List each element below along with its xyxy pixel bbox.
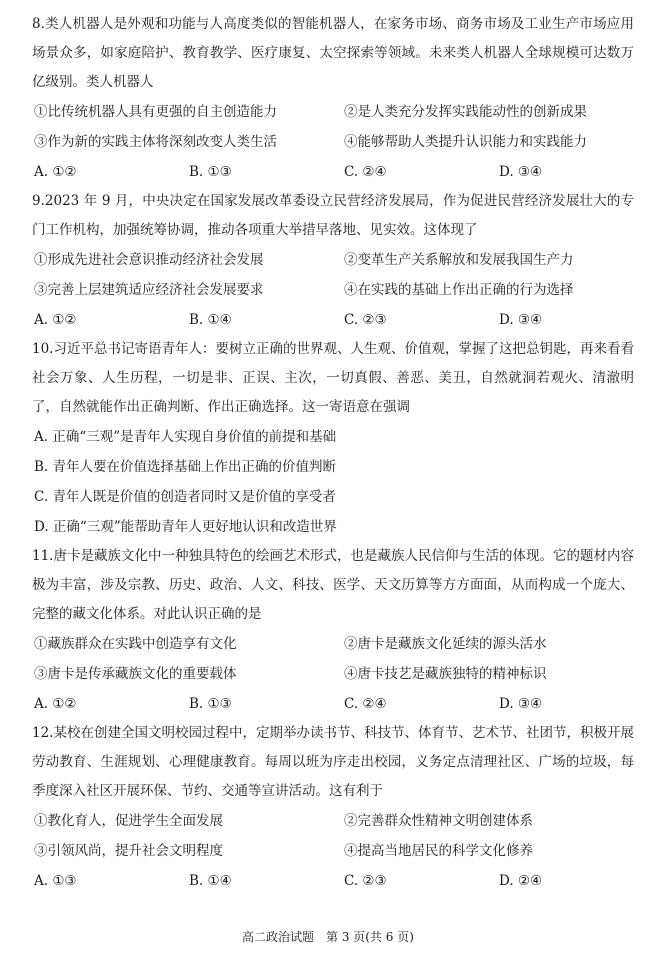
answer-choices: [32, 866, 634, 896]
page-number: 第 3 页(共 6 页): [326, 930, 414, 944]
statement-3: ③唐卡是传承藏族文化的重要载体: [34, 666, 237, 682]
statement-1: ①形成先进社会意识推动经济社会发展: [34, 252, 264, 268]
question-stem: [32, 10, 634, 97]
answer-a: A. ①②: [34, 164, 77, 180]
statement-2: ②变革生产关系解放和发展我国生产力: [344, 252, 574, 268]
answer-b: B. ①④: [189, 873, 232, 889]
answer-c: C. ②④: [344, 696, 387, 712]
question-number: 8.: [32, 16, 45, 32]
answer-choices: [32, 305, 634, 335]
statement-options: [32, 629, 634, 689]
choice-b: B. 青年人要在价值选择基础上作出正确的价值判断: [34, 459, 337, 475]
answer-c: C. ②③: [344, 312, 387, 328]
answer-a: A. ①③: [34, 873, 77, 889]
question-text: 唐卡是藏族文化中一种独具特色的绘画艺术形式，也是藏族人民信仰与生活的体现。它的题材内容极为丰富，涉及宗教、历史、政治、人文、科技、医学、天文历算等方方面面，从而构成一个庞大、完整的藏文化体系。对此认识正确的是: [32, 548, 634, 622]
answer-c: C. ②③: [344, 873, 387, 889]
answer-b: B. ①③: [189, 164, 232, 180]
page-footer: [0, 928, 656, 945]
choice-d: D. 正确“三观”能帮助青年人更好地认识和改造世界: [34, 519, 337, 535]
question-9: [32, 187, 634, 335]
statement-2: ②唐卡是藏族文化延续的源头活水: [344, 636, 547, 652]
choice-a: A. 正确“三观”是青年人实现自身价值的前提和基础: [34, 429, 337, 445]
question-text: 2023 年 9 月，中央决定在国家发展改革委设立民营经济发展局，作为促进民营经济发展壮大的专门工作机构，加强统筹协调，推动各项重大举措早落地、见实效。这体现了: [32, 193, 634, 238]
question-stem: [32, 719, 634, 806]
answer-choices: [32, 157, 634, 187]
answer-d: D. ③④: [499, 696, 543, 712]
question-stem: [32, 187, 634, 245]
question-number: 9.: [32, 193, 45, 209]
question-stem: [32, 335, 634, 422]
question-text: 类人机器人是外观和功能与人高度类似的智能机器人，在家务市场、商务市场及工业生产市场应用场景众多，如家庭陪护、教育教学、医疗康复、太空探索等领域。未来类人机器人全球规模可达数万亿级别。类人机器人: [32, 16, 634, 90]
statement-1: ①比传统机器人具有更强的自主创造能力: [34, 104, 277, 120]
question-number: 11.: [32, 548, 54, 564]
answer-d: D. ③④: [499, 164, 543, 180]
statement-options: [32, 806, 634, 866]
statement-1: ①教化育人，促进学生全面发展: [34, 813, 223, 829]
answer-b: B. ①④: [189, 312, 232, 328]
question-8: [32, 10, 634, 187]
question-text: 习近平总书记寄语青年人：要树立正确的世界观、人生观、价值观，掌握了这把总钥匙，再来看看社会万象、人生历程，一切是非、正误、主次，一切真假、善恶、美丑，自然就洞若观火、清澈明了，自然就能作出正确判断、作出正确选择。这一寄语意在强调: [32, 341, 634, 415]
answer-a: A. ①②: [34, 312, 77, 328]
answer-choices: [32, 689, 634, 719]
answer-c: C. ②④: [344, 164, 387, 180]
statement-options: [32, 245, 634, 305]
statement-4: ④在实践的基础上作出正确的行为选择: [344, 282, 574, 298]
statement-1: ①藏族群众在实践中创造享有文化: [34, 636, 237, 652]
statement-2: ②完善群众性精神文明创建体系: [344, 813, 533, 829]
answer-d: D. ②④: [499, 873, 543, 889]
question-12: [32, 719, 634, 896]
choice-c: C. 青年人既是价值的创造者同时又是价值的享受者: [34, 489, 336, 505]
question-text: 某校在创建全国文明校园过程中，定期举办读书节、科技节、体育节、艺术节、社团节，积极开展劳动教育、生涯规划、心理健康教育。每周以班为序走出校园，义务定点清理社区、广场的垃圾，每季度深入社区开展环保、节约、交通等宣讲活动。这有利于: [32, 725, 634, 799]
answer-d: D. ③④: [499, 312, 543, 328]
question-11: [32, 542, 634, 719]
statement-4: ④能够帮助人类提升认识能力和实践能力: [344, 134, 587, 150]
answer-b: B. ①③: [189, 696, 232, 712]
question-number: 10.: [32, 341, 54, 357]
statement-options: [32, 97, 634, 157]
statement-4: ④提高当地居民的科学文化修养: [344, 843, 533, 859]
statement-2: ②是人类充分发挥实践能动性的创新成果: [344, 104, 587, 120]
question-stem: [32, 542, 634, 629]
question-number: 12.: [32, 725, 54, 741]
statement-4: ④唐卡技艺是藏族独特的精神标识: [344, 666, 547, 682]
statement-3: ③完善上层建筑适应经济社会发展要求: [34, 282, 264, 298]
question-10: [32, 335, 634, 542]
exam-title: 高二政治试题: [242, 930, 315, 944]
answer-a: A. ①②: [34, 696, 77, 712]
statement-3: ③作为新的实践主体将深刻改变人类生活: [34, 134, 277, 150]
statement-3: ③引领风尚，提升社会文明程度: [34, 843, 223, 859]
